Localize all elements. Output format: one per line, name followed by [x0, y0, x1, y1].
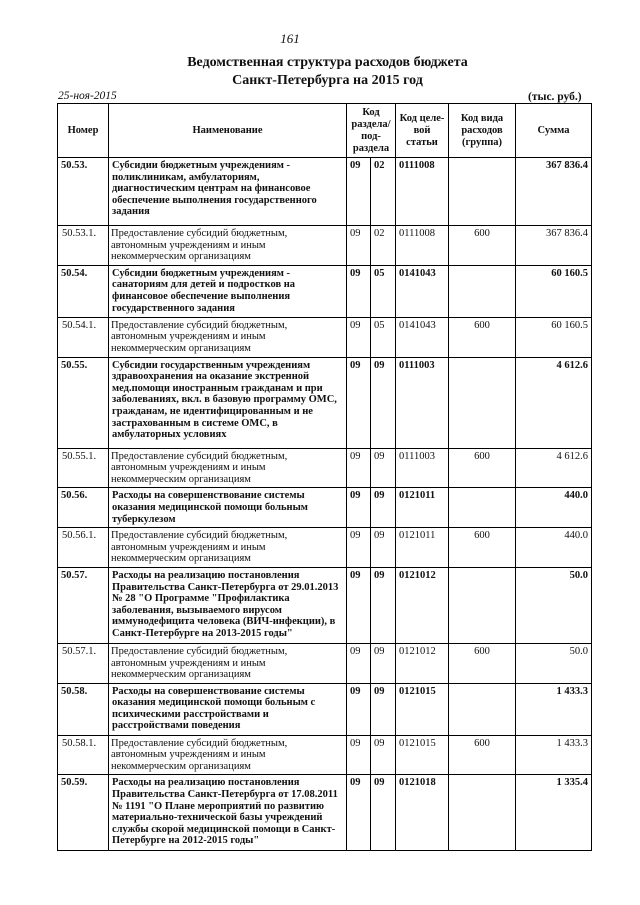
- row-amount: 50.0: [516, 643, 592, 683]
- row-subsection: 09: [371, 528, 396, 568]
- row-expense-group: [449, 775, 516, 851]
- row-name: Предоставление субсидий бюджетным, автономным учреждениям и иным некоммерческим организациям: [109, 643, 347, 683]
- table-row: [58, 158, 592, 226]
- table-row: [58, 488, 592, 528]
- row-subsection: 09: [371, 643, 396, 683]
- row-article: 0111003: [396, 357, 449, 448]
- row-section: 09: [347, 567, 371, 643]
- row-amount: 1 433.3: [516, 735, 592, 775]
- row-number: 50.59.: [58, 775, 109, 851]
- row-article: 0121012: [396, 567, 449, 643]
- table-row: [58, 643, 592, 683]
- row-section: 09: [347, 357, 371, 448]
- page-number: 161: [280, 31, 300, 46]
- table-row: [58, 683, 592, 735]
- row-expense-group: 600: [449, 643, 516, 683]
- row-amount: 1 433.3: [516, 683, 592, 735]
- row-number: 50.53.1.: [58, 226, 109, 266]
- row-name: Расходы на совершенствование системы оказания медицинской помощи больным туберкулезом: [109, 488, 347, 528]
- table-row: [58, 735, 592, 775]
- header-number: Номер: [58, 104, 109, 158]
- row-subsection: 09: [371, 775, 396, 851]
- row-section: 09: [347, 317, 371, 357]
- row-number: 50.58.1.: [58, 735, 109, 775]
- row-number: 50.57.1.: [58, 643, 109, 683]
- row-expense-group: [449, 683, 516, 735]
- row-subsection: 09: [371, 735, 396, 775]
- row-name: Субсидии бюджетным учреждениям - поликлиникам, амбулаториям, диагностическим центрам на финансовое обеспечение выполнения государственного задания: [109, 158, 347, 226]
- row-article: 0121018: [396, 775, 449, 851]
- table-row: [58, 226, 592, 266]
- row-subsection: 09: [371, 357, 396, 448]
- units-label: (тыс. руб.): [528, 91, 582, 103]
- row-expense-group: [449, 567, 516, 643]
- table-row: [58, 448, 592, 488]
- header-article: Код целе- вой статьи: [396, 104, 449, 158]
- row-expense-group: 600: [449, 528, 516, 568]
- row-article: 0141043: [396, 317, 449, 357]
- row-section: 09: [347, 488, 371, 528]
- row-number: 50.54.: [58, 265, 109, 317]
- row-number: 50.55.: [58, 357, 109, 448]
- row-amount: 4 612.6: [516, 448, 592, 488]
- row-section: 09: [347, 226, 371, 266]
- table-row: [58, 265, 592, 317]
- row-number: 50.55.1.: [58, 448, 109, 488]
- row-article: 0111003: [396, 448, 449, 488]
- row-expense-group: [449, 488, 516, 528]
- table-row: [58, 357, 592, 448]
- table-row: [58, 317, 592, 357]
- row-subsection: 09: [371, 488, 396, 528]
- row-name: Расходы на реализацию постановления Правительства Санкт-Петербурга от 29.01.2013 № 28 "О Программе "Профилактика заболевания, вызываемого вирусом иммунодефицита человека (ВИЧ-инфекции), в Санкт-Петербурге на 2013-2015 годы": [109, 567, 347, 643]
- row-article: 0141043: [396, 265, 449, 317]
- row-expense-group: [449, 357, 516, 448]
- row-section: 09: [347, 158, 371, 226]
- row-section: 09: [347, 528, 371, 568]
- row-amount: 50.0: [516, 567, 592, 643]
- row-amount: 60 160.5: [516, 317, 592, 357]
- row-number: 50.54.1.: [58, 317, 109, 357]
- header-name: Наименование: [109, 104, 347, 158]
- row-subsection: 02: [371, 158, 396, 226]
- row-amount: 367 836.4: [516, 226, 592, 266]
- row-name: Предоставление субсидий бюджетным, автономным учреждениям и иным некоммерческим организациям: [109, 448, 347, 488]
- row-section: 09: [347, 643, 371, 683]
- row-name: Расходы на совершенствование системы оказания медицинской помощи больным с психическими расстройствами и расстройствами поведения: [109, 683, 347, 735]
- row-section: 09: [347, 448, 371, 488]
- row-section: 09: [347, 735, 371, 775]
- row-amount: 1 335.4: [516, 775, 592, 851]
- row-subsection: 09: [371, 683, 396, 735]
- row-article: 0121015: [396, 735, 449, 775]
- header-amount: Сумма: [516, 104, 592, 158]
- header-section: Код раздела/ под- раздела: [347, 104, 396, 158]
- row-amount: 440.0: [516, 528, 592, 568]
- row-section: 09: [347, 683, 371, 735]
- row-expense-group: 600: [449, 226, 516, 266]
- row-expense-group: [449, 158, 516, 226]
- table-row: [58, 528, 592, 568]
- document-title: [0, 54, 640, 90]
- row-article: 0121011: [396, 528, 449, 568]
- report-date: 25-ноя-2015: [58, 90, 117, 102]
- row-name: Предоставление субсидий бюджетным, автономным учреждениям и иным некоммерческим организациям: [109, 735, 347, 775]
- table-row: [58, 567, 592, 643]
- budget-table: [57, 103, 592, 851]
- title-line-2: Санкт-Петербурга на 2015 год: [232, 73, 423, 88]
- row-subsection: 05: [371, 317, 396, 357]
- row-subsection: 02: [371, 226, 396, 266]
- row-name: Расходы на реализацию постановления Правительства Санкт-Петербурга от 17.08.2011 № 1191 "О Плане мероприятий по развитию материально-технической базы учреждений службы скорой медицинской помощи в Санкт-Петербурге на 2012-2015 годы": [109, 775, 347, 851]
- header-expense-group: Код вида расходов (группа): [449, 104, 516, 158]
- row-name: Субсидии государственным учреждениям здравоохранения на оказание экстренной мед.помощи иностранным гражданам и при заболеваниях, вкл. в базовую программу ОМС, гражданам, не идентифицированным и не застрахованным в системе ОМС, в амбулаторных условиях: [109, 357, 347, 448]
- row-number: 50.56.1.: [58, 528, 109, 568]
- row-number: 50.53.: [58, 158, 109, 226]
- row-article: 0121015: [396, 683, 449, 735]
- row-article: 0111008: [396, 226, 449, 266]
- row-amount: 440.0: [516, 488, 592, 528]
- row-subsection: 09: [371, 448, 396, 488]
- row-amount: 367 836.4: [516, 158, 592, 226]
- row-amount: 60 160.5: [516, 265, 592, 317]
- row-section: 09: [347, 775, 371, 851]
- title-line-1: Ведомственная структура расходов бюджета: [187, 55, 468, 70]
- row-subsection: 05: [371, 265, 396, 317]
- row-number: 50.58.: [58, 683, 109, 735]
- row-expense-group: 600: [449, 317, 516, 357]
- row-article: 0121012: [396, 643, 449, 683]
- row-section: 09: [347, 265, 371, 317]
- table-header-row: [58, 104, 592, 158]
- row-name: Субсидии бюджетным учреждениям - санаториям для детей и подростков на финансовое обеспечение выполнения государственного задания: [109, 265, 347, 317]
- table-row: [58, 775, 592, 851]
- row-name: Предоставление субсидий бюджетным, автономным учреждениям и иным некоммерческим организациям: [109, 528, 347, 568]
- row-subsection: 09: [371, 567, 396, 643]
- row-name: Предоставление субсидий бюджетным, автономным учреждениям и иным некоммерческим организациям: [109, 226, 347, 266]
- row-number: 50.57.: [58, 567, 109, 643]
- row-name: Предоставление субсидий бюджетным, автономным учреждениям и иным некоммерческим организациям: [109, 317, 347, 357]
- row-expense-group: 600: [449, 448, 516, 488]
- row-article: 0121011: [396, 488, 449, 528]
- row-article: 0111008: [396, 158, 449, 226]
- row-expense-group: 600: [449, 735, 516, 775]
- row-expense-group: [449, 265, 516, 317]
- row-amount: 4 612.6: [516, 357, 592, 448]
- row-number: 50.56.: [58, 488, 109, 528]
